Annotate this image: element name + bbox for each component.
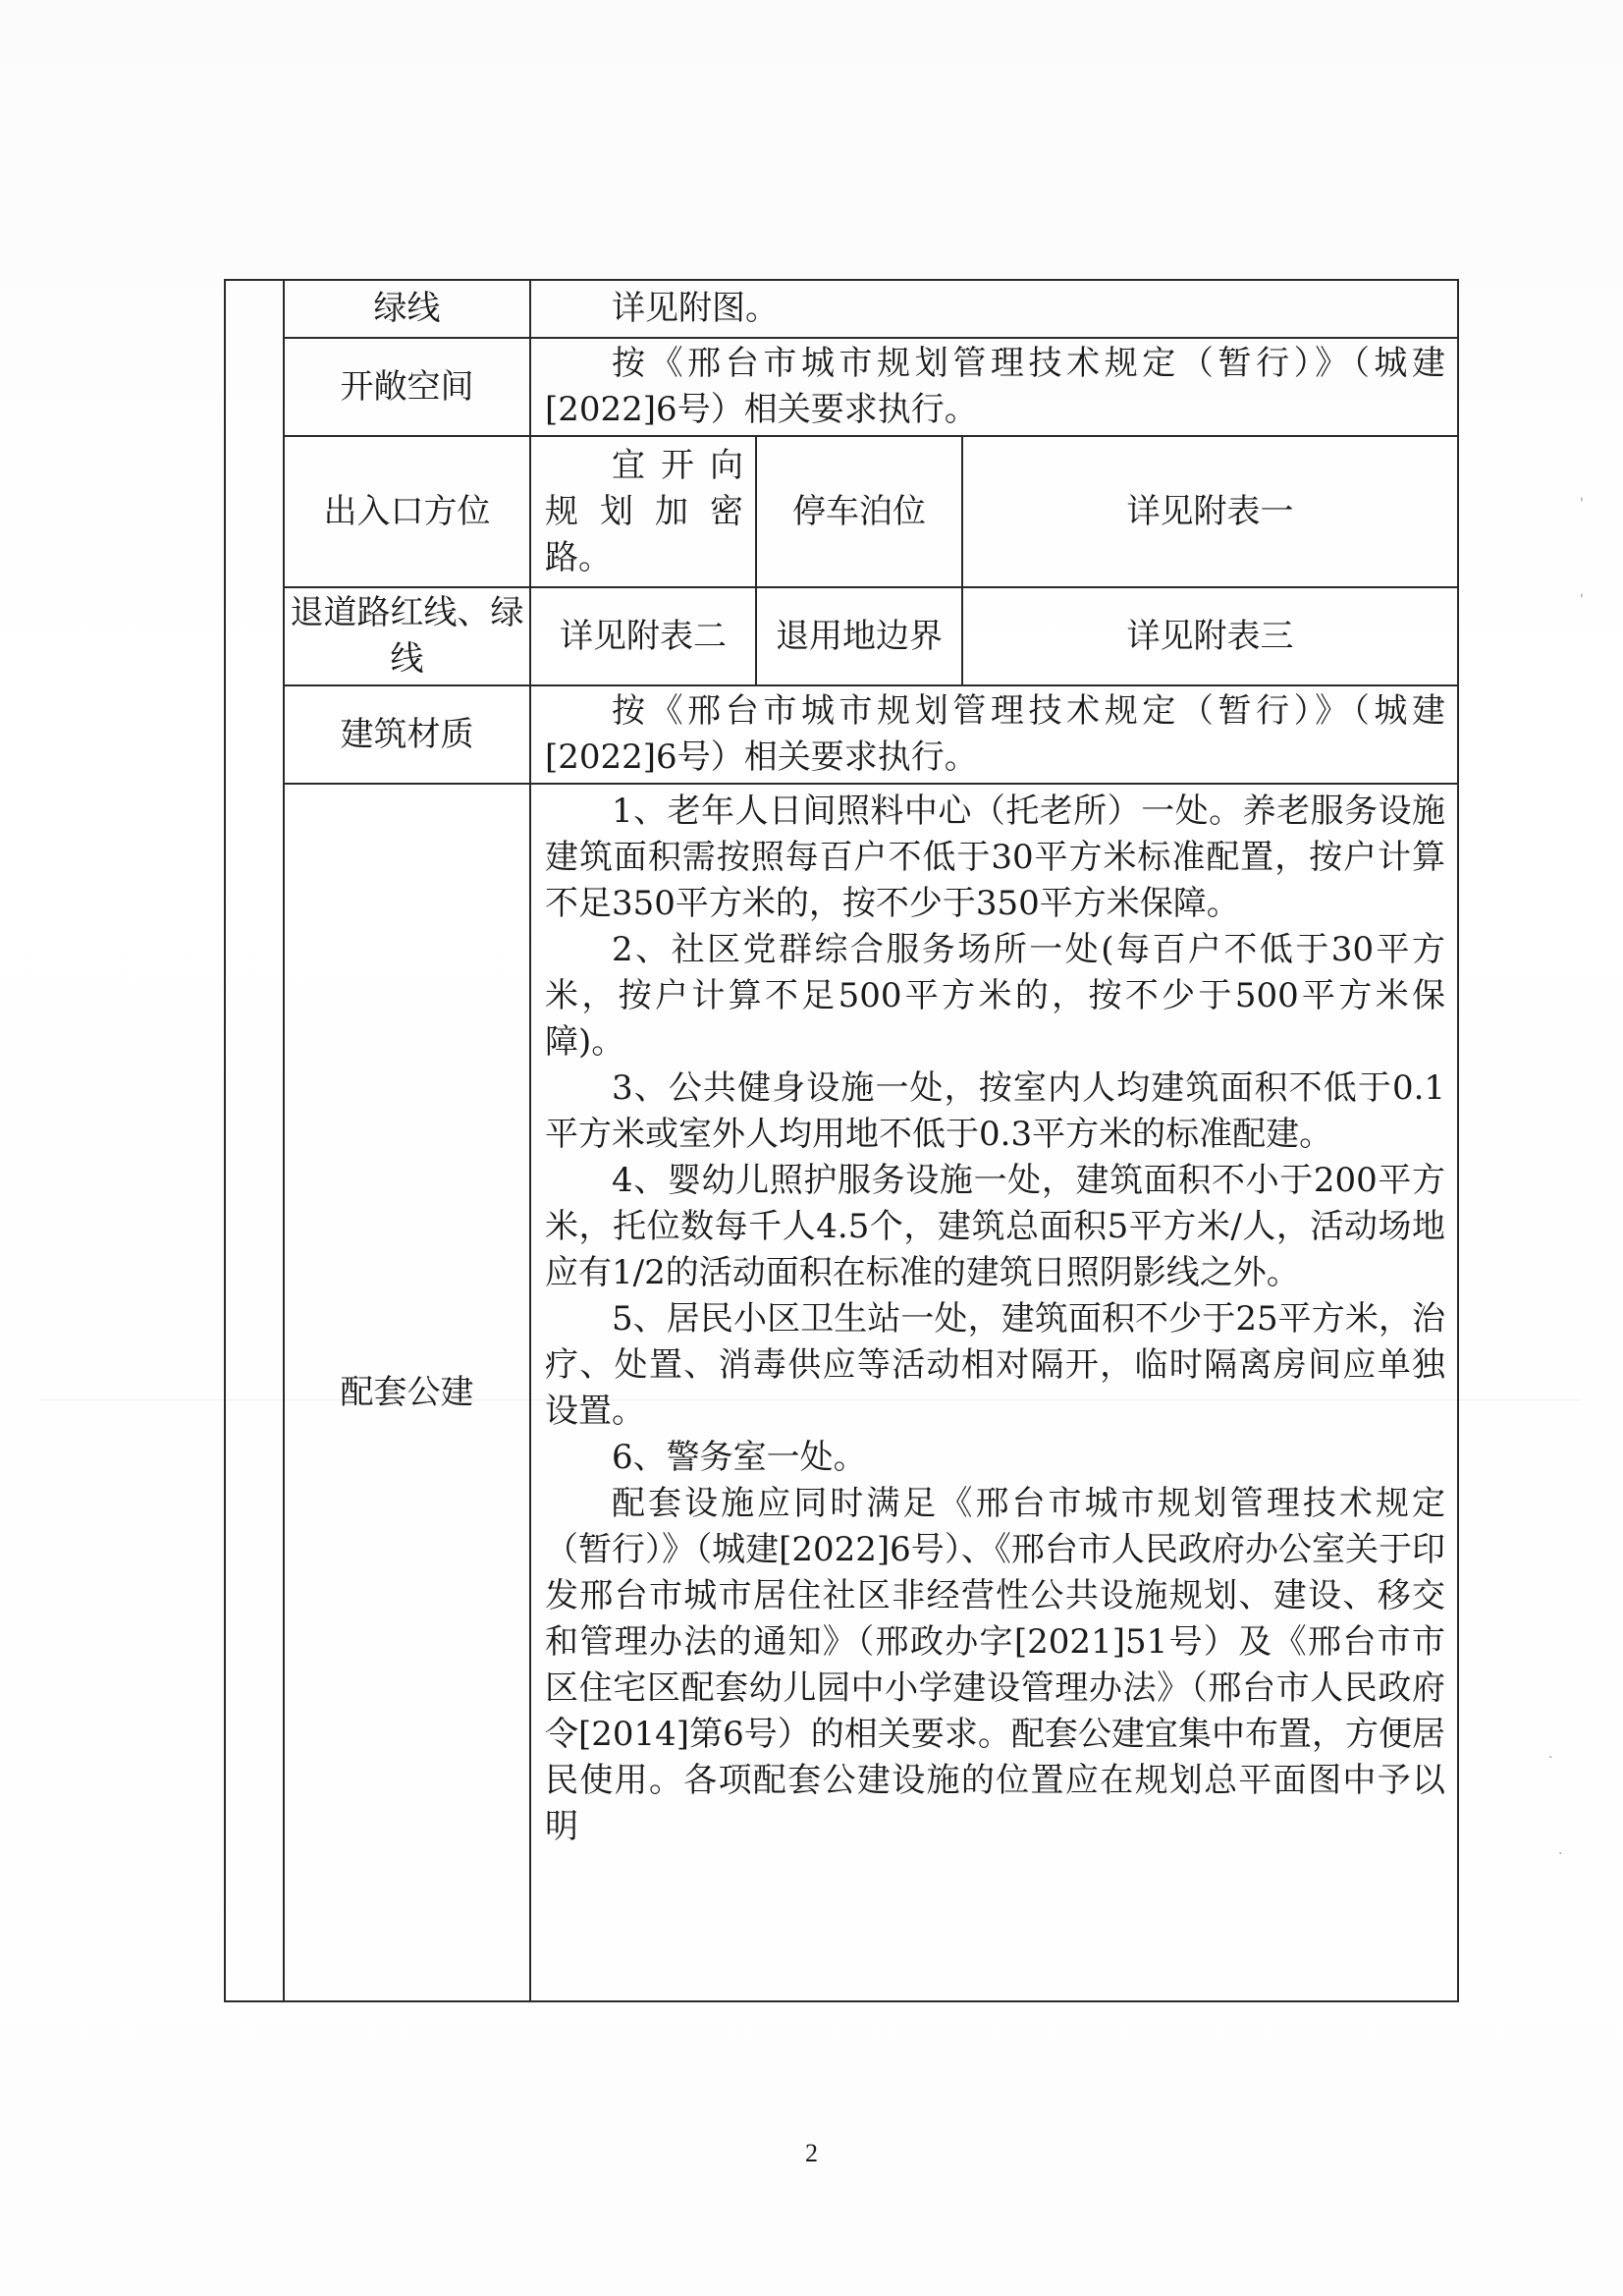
facility-item: 5、居民小区卫生站一处，建筑面积不少于25平方米，治疗、处置、消毒供应等活动相对隔开，临时隔离房间应单独设置。 [545, 1299, 1446, 1431]
row-value [530, 338, 1458, 436]
row-sub-value: 详见附表一 [962, 436, 1458, 587]
facility-item: 2、社区党群综合服务场所一处(每百户不低于30平方米，按户计算不足500平方米的，按不少于500平方米保障)。 [545, 930, 1446, 1062]
facility-item: 3、公共健身设施一处，按室内人均建筑面积不低于0.1平方米或室外人均用地不低于0.3平方米的标准配建。 [545, 1068, 1446, 1154]
row-value-text: 按《邢台市城市规划管理技术规定（暂行）》（城建[2022]6号）相关要求执行。 [545, 344, 1446, 429]
table-row-facilities [225, 784, 1458, 2001]
page-number: 2 [805, 2139, 818, 2167]
row-value-text: 按《邢台市城市规划管理技术规定（暂行）》（城建[2022]6号）相关要求执行。 [545, 691, 1446, 777]
scan-mark: ' [1580, 496, 1584, 512]
row-value [530, 436, 756, 587]
row-label: 绿线 [284, 280, 530, 338]
table-row-material [225, 685, 1458, 784]
table-row-entrance [225, 436, 1458, 587]
row-label: 开敞空间 [284, 338, 530, 436]
row-sub-label: 退用地边界 [756, 587, 962, 685]
row-sub-value: 详见附表三 [962, 587, 1458, 685]
row-value-text: 宜开向规划加密路。 [545, 445, 743, 577]
continuation-gutter [225, 280, 284, 2001]
row-label: 出入口方位 [284, 436, 530, 587]
facility-item: 4、婴幼儿照护服务设施一处，建筑面积不小于200平方米，托位数每千人4.5个，建筑总面积5平方米/人，活动场地应有1/2的活动面积在标准的建筑日照阴影线之外。 [545, 1161, 1446, 1292]
scan-mark: ' [1580, 592, 1584, 608]
facility-item: 1、老年人日间照料中心（托老所）一处。养老服务设施建筑面积需按照每百户不低于30平方米标准配置，按户计算不足350平方米的，按不少于350平方米保障。 [545, 792, 1446, 923]
facility-item: 6、警务室一处。 [612, 1438, 867, 1477]
row-value [530, 685, 1458, 784]
row-value [530, 280, 1458, 338]
facility-requirements: 配套设施应同时满足《邢台市城市规划管理技术规定（暂行）》（城建[2022]6号）、《邢台市人民政府办公室关于印发邢台市城市居住社区非经营性公共设施规划、建设、移交和管理办法的通知》（邢政办字[2021]51号）及《邢台市市区住宅区配套幼儿园中小学建设管理办法》（邢台市人民政府令[2014]第6号）的相关要求。配套公建宜集中布置，方便居民使用。各项配套公建设施的位置应在规划总平面图中予以明 [545, 1484, 1446, 1846]
row-label: 建筑材质 [284, 685, 530, 784]
table-row-greenline [225, 280, 1458, 338]
row-sub-label: 停车泊位 [756, 436, 962, 587]
planning-conditions-table [224, 279, 1459, 2002]
table-row-open-space [225, 338, 1458, 436]
table-row-setback [225, 587, 1458, 685]
row-label: 配套公建 [284, 784, 530, 2001]
row-value-text: 详见附图。 [612, 289, 779, 328]
scan-mark: · [1558, 1846, 1563, 1862]
scan-mark: · [1548, 1750, 1553, 1766]
row-value [530, 784, 1458, 2001]
row-label: 退道路红线、绿线 [284, 587, 530, 685]
row-value: 详见附表二 [530, 587, 756, 685]
